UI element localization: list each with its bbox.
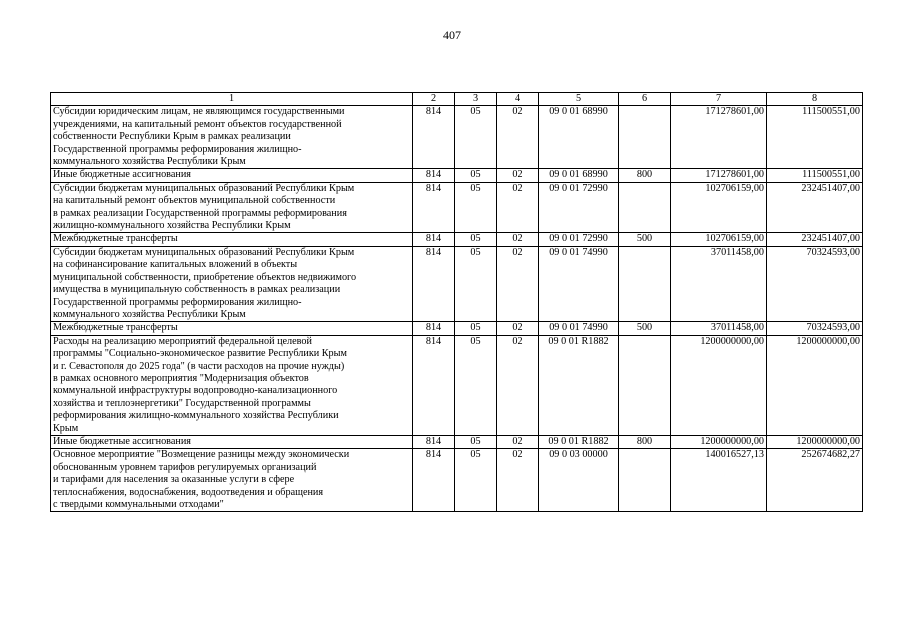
amount-year-2: 252674682,27 bbox=[767, 449, 863, 512]
expense-type-code bbox=[619, 182, 671, 233]
description-line: Иные бюджетные ассигнования bbox=[53, 169, 191, 181]
row-description bbox=[51, 169, 413, 182]
description-line: на капитальный ремонт объектов муниципальной собственности bbox=[53, 195, 336, 207]
section-code: 05 bbox=[455, 169, 497, 182]
description-line: и тарифами для населения за оказанные услуги в сфере bbox=[53, 474, 295, 486]
description-line: Межбюджетные трансферты bbox=[53, 322, 178, 334]
expense-type-code: 500 bbox=[619, 233, 671, 246]
target-article-code: 09 0 01 R1882 bbox=[539, 435, 619, 448]
target-article-code: 09 0 01 72990 bbox=[539, 182, 619, 233]
ministry-code: 814 bbox=[413, 246, 455, 321]
amount-year-2: 232451407,00 bbox=[767, 233, 863, 246]
section-code: 05 bbox=[455, 449, 497, 512]
amount-year-1: 140016527,13 bbox=[671, 449, 767, 512]
header-cell: 4 bbox=[497, 93, 539, 106]
amount-year-1: 102706159,00 bbox=[671, 233, 767, 246]
description-line: коммунального хозяйства Республики Крым bbox=[53, 156, 246, 168]
table-row bbox=[51, 322, 863, 335]
subsection-code: 02 bbox=[497, 246, 539, 321]
table-row bbox=[51, 435, 863, 448]
description-line: с твердыми коммунальными отходами" bbox=[53, 499, 224, 510]
table-row bbox=[51, 449, 863, 512]
target-article-code: 09 0 01 68990 bbox=[539, 106, 619, 169]
description-line: на софинансирование капитальных вложений в объекты bbox=[53, 259, 298, 271]
header-cell: 6 bbox=[619, 93, 671, 106]
amount-year-1: 1200000000,00 bbox=[671, 435, 767, 448]
expense-type-code bbox=[619, 106, 671, 169]
amount-year-1: 171278601,00 bbox=[671, 169, 767, 182]
description-line: жилищно-коммунального хозяйства Республики Крым bbox=[53, 220, 291, 232]
subsection-code: 02 bbox=[497, 449, 539, 512]
header-cell: 8 bbox=[767, 93, 863, 106]
amount-year-1: 37011458,00 bbox=[671, 322, 767, 335]
description-line: Крым bbox=[53, 422, 79, 434]
description-line: Субсидии бюджетам муниципальных образований Республики Крым bbox=[53, 246, 355, 258]
ministry-code: 814 bbox=[413, 449, 455, 512]
description-line: Расходы на реализацию мероприятий федеральной целевой bbox=[53, 335, 312, 347]
description-line: Межбюджетные трансферты bbox=[53, 233, 178, 245]
amount-year-2: 70324593,00 bbox=[767, 246, 863, 321]
amount-year-2: 111500551,00 bbox=[767, 169, 863, 182]
amount-year-2: 1200000000,00 bbox=[767, 335, 863, 435]
ministry-code: 814 bbox=[413, 106, 455, 169]
ministry-code: 814 bbox=[413, 233, 455, 246]
table-row bbox=[51, 106, 863, 169]
expense-type-code: 800 bbox=[619, 169, 671, 182]
row-description bbox=[51, 246, 413, 321]
amount-year-1: 102706159,00 bbox=[671, 182, 767, 233]
amount-year-2: 232451407,00 bbox=[767, 182, 863, 233]
row-description bbox=[51, 335, 413, 435]
expense-type-code: 500 bbox=[619, 322, 671, 335]
ministry-code: 814 bbox=[413, 335, 455, 435]
expense-type-code bbox=[619, 335, 671, 435]
subsection-code: 02 bbox=[497, 182, 539, 233]
header-cell: 7 bbox=[671, 93, 767, 106]
row-description bbox=[51, 449, 413, 512]
section-code: 05 bbox=[455, 322, 497, 335]
description-line: и г. Севастополя до 2025 года" (в части расходов на прочие нужды) bbox=[53, 360, 345, 372]
description-line: Государственной программы реформирования жилищно- bbox=[53, 143, 302, 155]
page-number: 407 bbox=[443, 28, 461, 42]
target-article-code: 09 0 01 R1882 bbox=[539, 335, 619, 435]
header-cell: 5 bbox=[539, 93, 619, 106]
subsection-code: 02 bbox=[497, 322, 539, 335]
description-line: муниципальной собственности, приобретение объектов недвижимого bbox=[53, 271, 357, 283]
expense-type-code bbox=[619, 449, 671, 512]
description-line: теплоснабжения, водоснабжения, водоотведения и обращения bbox=[53, 486, 324, 498]
description-line: Субсидии юридическим лицам, не являющимся государственными bbox=[53, 106, 345, 118]
header-cell: 2 bbox=[413, 93, 455, 106]
section-code: 05 bbox=[455, 233, 497, 246]
row-description bbox=[51, 322, 413, 335]
section-code: 05 bbox=[455, 106, 497, 169]
header-cell: 1 bbox=[51, 93, 413, 106]
ministry-code: 814 bbox=[413, 435, 455, 448]
ministry-code: 814 bbox=[413, 322, 455, 335]
amount-year-2: 70324593,00 bbox=[767, 322, 863, 335]
target-article-code: 09 0 01 68990 bbox=[539, 169, 619, 182]
target-article-code: 09 0 01 74990 bbox=[539, 246, 619, 321]
amount-year-1: 1200000000,00 bbox=[671, 335, 767, 435]
target-article-code: 09 0 03 00000 bbox=[539, 449, 619, 512]
subsection-code: 02 bbox=[497, 233, 539, 246]
subsection-code: 02 bbox=[497, 106, 539, 169]
description-line: учреждениями, на капитальный ремонт объектов государственной bbox=[53, 118, 342, 130]
expense-type-code: 800 bbox=[619, 435, 671, 448]
header-cell: 3 bbox=[455, 93, 497, 106]
description-line: обоснованным уровнем тарифов регулируемых организаций bbox=[53, 461, 317, 473]
table-body bbox=[51, 106, 863, 512]
description-line: реформирования жилищно-коммунального хозяйства Республики bbox=[53, 410, 339, 422]
ministry-code: 814 bbox=[413, 169, 455, 182]
row-description bbox=[51, 233, 413, 246]
header-row bbox=[51, 93, 863, 106]
table-row bbox=[51, 246, 863, 321]
description-line: в рамках реализации Государственной программы реформирования bbox=[53, 207, 347, 219]
description-line: Субсидии бюджетам муниципальных образований Республики Крым bbox=[53, 182, 355, 194]
subsection-code: 02 bbox=[497, 335, 539, 435]
section-code: 05 bbox=[455, 435, 497, 448]
expense-type-code bbox=[619, 246, 671, 321]
table-row bbox=[51, 169, 863, 182]
amount-year-2: 1200000000,00 bbox=[767, 435, 863, 448]
description-line: Государственной программы реформирования жилищно- bbox=[53, 296, 302, 308]
description-line: коммунального хозяйства Республики Крым bbox=[53, 308, 246, 320]
description-line: собственности Республики Крым в рамках реализации bbox=[53, 131, 291, 143]
description-line: программы "Социально-экономическое развитие Республики Крым bbox=[53, 348, 347, 360]
section-code: 05 bbox=[455, 182, 497, 233]
budget-table bbox=[50, 92, 863, 512]
section-code: 05 bbox=[455, 335, 497, 435]
row-description bbox=[51, 182, 413, 233]
ministry-code: 814 bbox=[413, 182, 455, 233]
description-line: Иные бюджетные ассигнования bbox=[53, 435, 191, 447]
amount-year-1: 171278601,00 bbox=[671, 106, 767, 169]
description-line: Основное мероприятие "Возмещение разницы между экономически bbox=[53, 449, 350, 461]
description-line: имущества в муниципальную собственность в рамках реализации bbox=[53, 284, 341, 296]
subsection-code: 02 bbox=[497, 169, 539, 182]
section-code: 05 bbox=[455, 246, 497, 321]
table-row bbox=[51, 335, 863, 435]
table-row bbox=[51, 233, 863, 246]
amount-year-1: 37011458,00 bbox=[671, 246, 767, 321]
table-row bbox=[51, 182, 863, 233]
description-line: коммунальной инфраструктуры водопроводно-канализационного bbox=[53, 385, 338, 397]
target-article-code: 09 0 01 72990 bbox=[539, 233, 619, 246]
target-article-code: 09 0 01 74990 bbox=[539, 322, 619, 335]
description-line: в рамках основного мероприятия "Модернизация объектов bbox=[53, 372, 309, 384]
row-description bbox=[51, 435, 413, 448]
description-line: хозяйства и теплоэнергетики" Государственной программы bbox=[53, 397, 311, 409]
subsection-code: 02 bbox=[497, 435, 539, 448]
row-description bbox=[51, 106, 413, 169]
amount-year-2: 111500551,00 bbox=[767, 106, 863, 169]
